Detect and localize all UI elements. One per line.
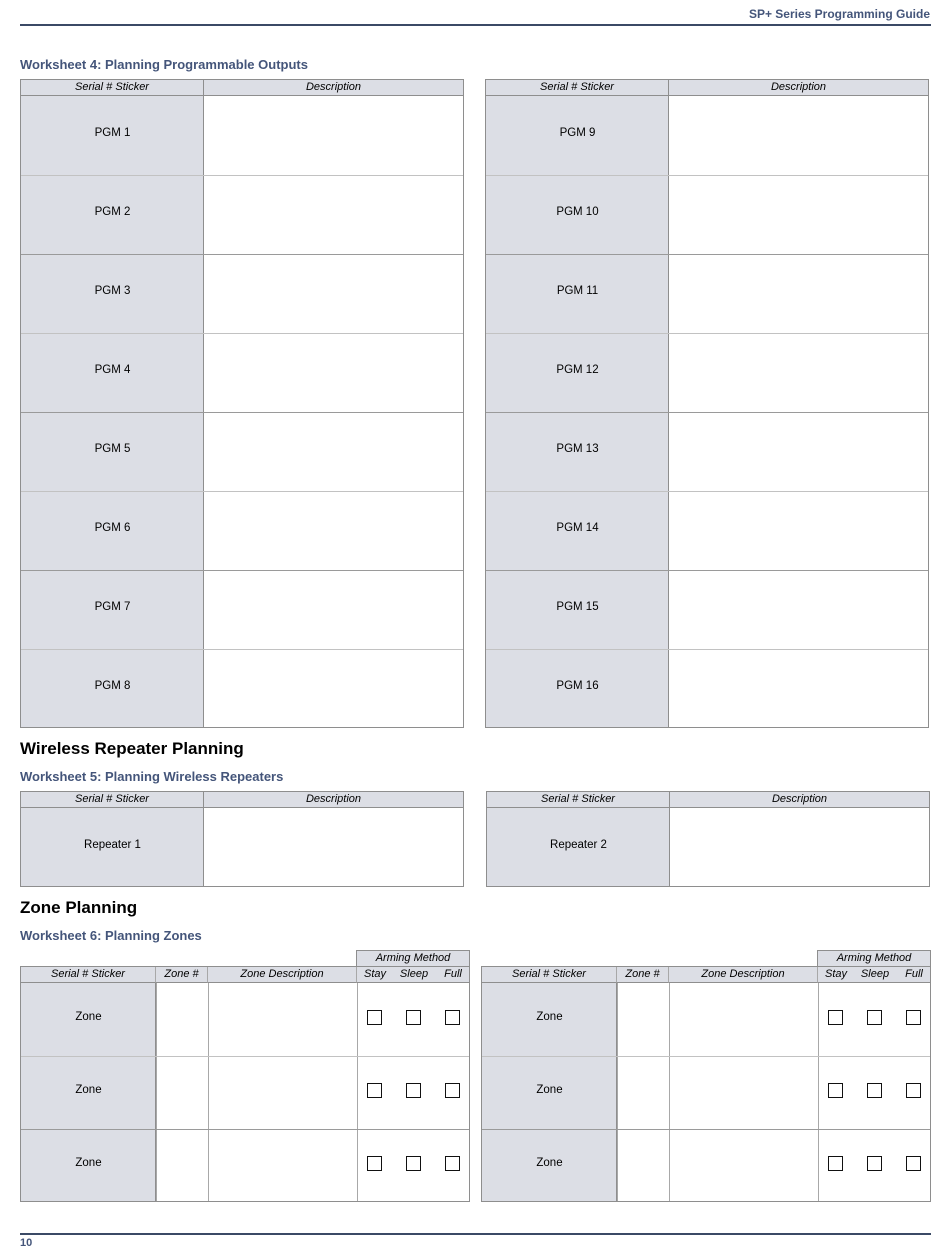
col-header-sticker: Serial # Sticker [21, 80, 204, 96]
column-divider [669, 983, 670, 1201]
worksheet-6-title: Worksheet 6: Planning Zones [20, 928, 202, 943]
col-header-stay: Stay [363, 968, 386, 980]
wireless-section-title: Wireless Repeater Planning [20, 739, 244, 758]
checkbox-stay[interactable] [828, 1156, 843, 1171]
checkbox-stay[interactable] [828, 1010, 843, 1025]
description-cell[interactable] [204, 570, 463, 649]
col-header-sleep: Sleep [860, 968, 890, 980]
col-header-zone-number: Zone # [617, 967, 669, 983]
zone-label: Zone [536, 1084, 563, 1096]
col-header-sticker: Serial # Sticker [21, 792, 204, 808]
col-header-sticker: Serial # Sticker [486, 80, 669, 96]
checkbox-sleep[interactable] [406, 1156, 421, 1171]
checkbox-sleep[interactable] [406, 1010, 421, 1025]
arming-method-header: Arming Method [817, 950, 931, 967]
zone-label: Zone [536, 1157, 563, 1169]
pgm-label: PGM 14 [556, 522, 599, 534]
description-cell[interactable] [204, 96, 463, 175]
description-cell[interactable] [669, 175, 928, 254]
col-header-full: Full [444, 968, 462, 980]
checkbox-full[interactable] [906, 1156, 921, 1171]
zone-label: Zone [75, 1084, 102, 1096]
description-cell[interactable] [669, 570, 928, 649]
checkbox-sleep[interactable] [867, 1083, 882, 1098]
zone-label: Zone [75, 1011, 102, 1023]
repeater-table-right [486, 791, 930, 887]
repeater-label: Repeater 1 [84, 839, 141, 851]
pgm-label: PGM 15 [556, 601, 599, 613]
repeater-label: Repeater 2 [550, 839, 607, 851]
arming-method-header: Arming Method [356, 950, 470, 967]
description-cell[interactable] [669, 96, 928, 175]
pgm-label: PGM 4 [94, 364, 131, 376]
zone-label: Zone [75, 1157, 102, 1169]
checkbox-full[interactable] [906, 1083, 921, 1098]
pgm-label: PGM 8 [94, 680, 131, 692]
checkbox-full[interactable] [445, 1156, 460, 1171]
description-cell[interactable] [669, 412, 928, 491]
description-cell[interactable] [204, 491, 463, 570]
checkbox-sleep[interactable] [867, 1156, 882, 1171]
column-divider [208, 983, 209, 1201]
col-header-zone-description: Zone Description [208, 967, 357, 983]
row-divider [21, 1129, 469, 1130]
pgm-table-right [485, 79, 929, 728]
description-cell[interactable] [204, 175, 463, 254]
col-header-zone-description: Zone Description [669, 967, 818, 983]
description-cell[interactable] [204, 412, 463, 491]
repeater-table-left [20, 791, 464, 887]
guide-title: SP+ Series Programming Guide [748, 7, 930, 21]
checkbox-full[interactable] [445, 1083, 460, 1098]
col-header-sleep: Sleep [399, 968, 429, 980]
col-header-sticker: Serial # Sticker [21, 967, 156, 983]
column-divider [357, 983, 358, 1201]
pgm-label: PGM 12 [556, 364, 599, 376]
footer-rule [20, 1233, 931, 1235]
pgm-label: PGM 7 [94, 601, 131, 613]
row-divider [482, 1129, 930, 1130]
col-header-full: Full [905, 968, 923, 980]
pgm-label: PGM 16 [556, 680, 599, 692]
pgm-label: PGM 11 [556, 285, 599, 297]
pgm-label: PGM 13 [556, 443, 599, 455]
description-cell[interactable] [669, 649, 928, 728]
pgm-label: PGM 3 [94, 285, 131, 297]
pgm-label: PGM 2 [94, 206, 131, 218]
checkbox-full[interactable] [445, 1010, 460, 1025]
column-divider [818, 983, 819, 1201]
col-header-description: Description [204, 80, 463, 96]
col-header-sticker: Serial # Sticker [482, 967, 617, 983]
column-divider [156, 983, 157, 1201]
col-header-description: Description [670, 792, 929, 808]
checkbox-stay[interactable] [367, 1010, 382, 1025]
description-cell[interactable] [204, 649, 463, 728]
zone-label: Zone [536, 1011, 563, 1023]
pgm-label: PGM 5 [94, 443, 131, 455]
worksheet-4-title: Worksheet 4: Planning Programmable Outputs [20, 57, 308, 72]
pgm-label: PGM 6 [94, 522, 131, 534]
row-divider [21, 1056, 469, 1057]
col-header-description: Description [669, 80, 928, 96]
pgm-label: PGM 10 [556, 206, 599, 218]
col-header-sticker: Serial # Sticker [487, 792, 670, 808]
worksheet-5-title: Worksheet 5: Planning Wireless Repeaters [20, 769, 284, 784]
description-cell[interactable] [204, 254, 463, 333]
checkbox-stay[interactable] [828, 1083, 843, 1098]
checkbox-sleep[interactable] [406, 1083, 421, 1098]
checkbox-stay[interactable] [367, 1083, 382, 1098]
col-header-stay: Stay [824, 968, 847, 980]
zone-section-title: Zone Planning [20, 898, 138, 917]
pgm-label: PGM 9 [559, 127, 596, 139]
pgm-table-left [20, 79, 464, 728]
column-divider [617, 983, 618, 1201]
page-number: 10 [20, 1237, 33, 1249]
col-header-description: Description [204, 792, 463, 808]
pgm-label: PGM 1 [94, 127, 131, 139]
row-divider [482, 1056, 930, 1057]
description-cell[interactable] [204, 333, 463, 412]
description-cell[interactable] [669, 491, 928, 570]
col-header-zone-number: Zone # [156, 967, 208, 983]
description-cell[interactable] [669, 333, 928, 412]
checkbox-full[interactable] [906, 1010, 921, 1025]
header-rule [20, 24, 931, 26]
checkbox-sleep[interactable] [867, 1010, 882, 1025]
description-cell[interactable] [669, 254, 928, 333]
checkbox-stay[interactable] [367, 1156, 382, 1171]
